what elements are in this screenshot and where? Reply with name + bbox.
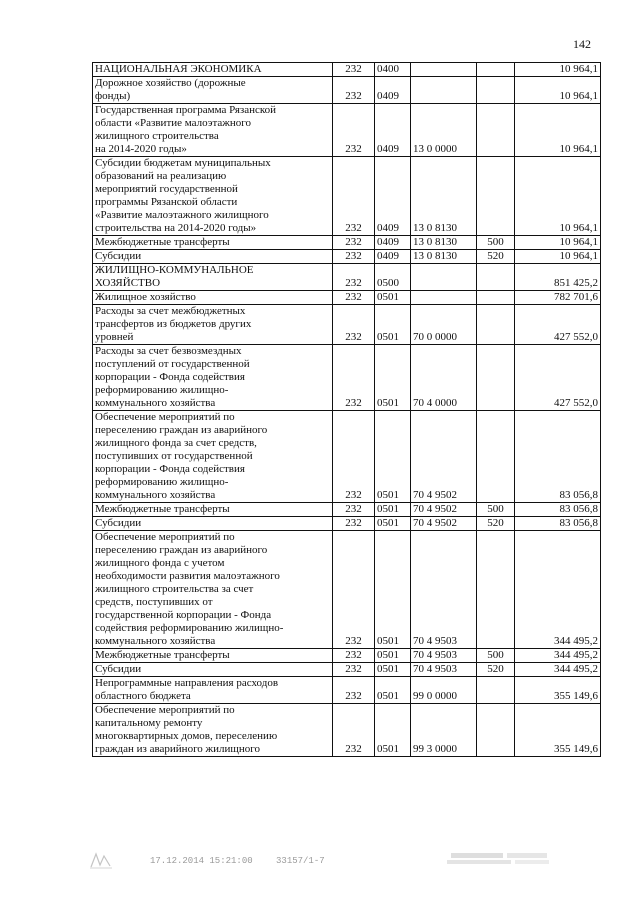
amount-cell	[515, 517, 601, 531]
table-row	[93, 264, 601, 291]
section-code: 0501	[377, 291, 399, 303]
budget-table	[92, 62, 601, 757]
admin-code: 232	[345, 63, 362, 75]
target-code-cell	[411, 305, 477, 345]
admin-code-cell	[333, 649, 375, 663]
document-footer	[150, 856, 343, 866]
expense-type-code-cell	[477, 291, 515, 305]
admin-code-cell	[333, 517, 375, 531]
section-code-cell	[375, 345, 411, 411]
table-row	[93, 291, 601, 305]
expense-name-cell	[93, 677, 333, 704]
amount: 344 495,2	[554, 635, 598, 647]
amount: 427 552,0	[554, 331, 598, 343]
amount-cell	[515, 704, 601, 757]
amount: 10 964,1	[559, 143, 598, 155]
section-code: 0501	[377, 517, 399, 529]
expense-type-code-cell	[477, 517, 515, 531]
expense-name-cell	[93, 517, 333, 531]
expense-name-cell	[93, 663, 333, 677]
admin-code: 232	[345, 277, 362, 289]
target-code: 13 0 8130	[413, 222, 457, 234]
expense-name-cell	[93, 305, 333, 345]
table-row	[93, 503, 601, 517]
target-code: 70 4 9502	[413, 489, 457, 501]
admin-code: 232	[345, 331, 362, 343]
amount: 344 495,2	[554, 663, 598, 675]
admin-code-cell	[333, 63, 375, 77]
table-row	[93, 704, 601, 757]
admin-code-cell	[333, 345, 375, 411]
expense-name-cell	[93, 63, 333, 77]
amount-cell	[515, 503, 601, 517]
footer-code: 33157/1-7	[276, 856, 325, 866]
amount-cell	[515, 305, 601, 345]
section-code-cell	[375, 264, 411, 291]
amount: 344 495,2	[554, 649, 598, 661]
amount: 83 056,8	[559, 503, 598, 515]
admin-code-cell	[333, 677, 375, 704]
expense-type-code-cell	[477, 63, 515, 77]
expense-name: Субсидии	[95, 663, 142, 675]
admin-code-cell	[333, 264, 375, 291]
amount: 10 964,1	[559, 90, 598, 102]
target-code-cell	[411, 104, 477, 157]
amount: 782 701,6	[554, 291, 598, 303]
expense-name: НАЦИОНАЛЬНАЯ ЭКОНОМИКА	[95, 63, 262, 75]
expense-type-code-cell	[477, 411, 515, 503]
admin-code-cell	[333, 250, 375, 264]
expense-name: Расходы за счет безвозмездных поступлений от государственной корпорации - Фонда содействия реформированию жилищно- коммунального хозяйства	[95, 345, 250, 409]
section-code-cell	[375, 677, 411, 704]
expense-name: Обеспечение мероприятий по капитальному ремонту многоквартирных домов, переселению граждан из аварийного жилищного	[95, 704, 278, 755]
expense-type-code-cell	[477, 345, 515, 411]
amount-cell	[515, 157, 601, 236]
expense-type-code: 500	[487, 236, 504, 248]
expense-name: Субсидии	[95, 517, 142, 529]
target-code-cell	[411, 291, 477, 305]
section-code: 0501	[377, 489, 399, 501]
amount-cell	[515, 531, 601, 649]
admin-code: 232	[345, 489, 362, 501]
expense-name: Расходы за счет межбюджетных трансфертов из бюджетов других уровней	[95, 305, 252, 343]
target-code-cell	[411, 264, 477, 291]
admin-code: 232	[345, 743, 362, 755]
amount-cell	[515, 264, 601, 291]
section-code: 0501	[377, 743, 399, 755]
target-code-cell	[411, 531, 477, 649]
section-code: 0501	[377, 635, 399, 647]
amount: 10 964,1	[559, 236, 598, 248]
target-code-cell	[411, 517, 477, 531]
expense-name: Государственная программа Рязанской области «Развитие малоэтажного жилищного строительства на 2014-2020 годы»	[95, 104, 277, 155]
amount-cell	[515, 236, 601, 250]
admin-code-cell	[333, 704, 375, 757]
expense-name-cell	[93, 411, 333, 503]
registration-stamp-icon	[445, 850, 555, 868]
section-code: 0501	[377, 690, 399, 702]
expense-type-code: 520	[487, 663, 504, 675]
expense-name-cell	[93, 236, 333, 250]
expense-name: Межбюджетные трансферты	[95, 649, 230, 661]
target-code: 13 0 8130	[413, 250, 457, 262]
expense-type-code-cell	[477, 704, 515, 757]
section-code-cell	[375, 649, 411, 663]
expense-name-cell	[93, 345, 333, 411]
amount: 83 056,8	[559, 489, 598, 501]
target-code-cell	[411, 63, 477, 77]
expense-type-code-cell	[477, 531, 515, 649]
table-row	[93, 677, 601, 704]
target-code: 70 4 9502	[413, 517, 457, 529]
expense-name: Межбюджетные трансферты	[95, 236, 230, 248]
amount: 427 552,0	[554, 397, 598, 409]
expense-type-code: 520	[487, 517, 504, 529]
expense-name-cell	[93, 104, 333, 157]
section-code: 0501	[377, 331, 399, 343]
table-row	[93, 250, 601, 264]
section-code: 0501	[377, 397, 399, 409]
admin-code-cell	[333, 104, 375, 157]
target-code-cell	[411, 411, 477, 503]
expense-name-cell	[93, 503, 333, 517]
admin-code-cell	[333, 411, 375, 503]
target-code-cell	[411, 236, 477, 250]
document-stamp-icon	[88, 850, 114, 870]
admin-code: 232	[345, 397, 362, 409]
amount-cell	[515, 63, 601, 77]
admin-code-cell	[333, 157, 375, 236]
section-code-cell	[375, 503, 411, 517]
section-code-cell	[375, 236, 411, 250]
expense-name: Обеспечение мероприятий по переселению граждан из аварийного жилищного фонда с учетом необходимости развития малоэтажного жилищного строительства за счет средств, поступивших от государственной корпорации - Фонда содействия реформированию жилищно- коммунального хозяйства	[95, 531, 284, 647]
page-number: 142	[573, 37, 591, 51]
expense-type-code-cell	[477, 264, 515, 291]
table-row	[93, 531, 601, 649]
admin-code: 232	[345, 222, 362, 234]
amount-cell	[515, 250, 601, 264]
section-code: 0409	[377, 90, 399, 102]
section-code: 0501	[377, 503, 399, 515]
target-code: 99 0 0000	[413, 690, 457, 702]
expense-name: ЖИЛИЩНО-КОММУНАЛЬНОЕ ХОЗЯЙСТВО	[95, 264, 254, 289]
target-code-cell	[411, 663, 477, 677]
section-code-cell	[375, 250, 411, 264]
expense-name-cell	[93, 704, 333, 757]
expense-type-code: 500	[487, 649, 504, 661]
target-code: 70 4 9503	[413, 649, 457, 661]
amount-cell	[515, 677, 601, 704]
table-row	[93, 77, 601, 104]
target-code-cell	[411, 250, 477, 264]
section-code-cell	[375, 305, 411, 345]
expense-name-cell	[93, 250, 333, 264]
admin-code: 232	[345, 517, 362, 529]
expense-type-code-cell	[477, 104, 515, 157]
expense-type-code-cell	[477, 503, 515, 517]
table-row	[93, 411, 601, 503]
expense-type-code-cell	[477, 250, 515, 264]
admin-code: 232	[345, 250, 362, 262]
section-code: 0409	[377, 222, 399, 234]
section-code-cell	[375, 291, 411, 305]
admin-code: 232	[345, 291, 362, 303]
target-code: 99 3 0000	[413, 743, 457, 755]
expense-name-cell	[93, 649, 333, 663]
target-code: 70 4 9502	[413, 503, 457, 515]
amount-cell	[515, 411, 601, 503]
table-row	[93, 236, 601, 250]
admin-code: 232	[345, 635, 362, 647]
amount: 10 964,1	[559, 250, 598, 262]
expense-type-code-cell	[477, 663, 515, 677]
expense-name: Межбюджетные трансферты	[95, 503, 230, 515]
admin-code: 232	[345, 690, 362, 702]
expense-name: Жилищное хозяйство	[95, 291, 196, 303]
table-row	[93, 345, 601, 411]
target-code-cell	[411, 704, 477, 757]
amount-cell	[515, 104, 601, 157]
table-row	[93, 663, 601, 677]
expense-name: Субсидии бюджетам муниципальных образований на реализацию мероприятий государственной программы Рязанской области «Развитие малоэтажного жилищного строительства на 2014-2020 годы»	[95, 157, 271, 234]
expense-type-code-cell	[477, 236, 515, 250]
expense-name: Дорожное хозяйство (дорожные фонды)	[95, 77, 246, 102]
section-code-cell	[375, 63, 411, 77]
admin-code-cell	[333, 663, 375, 677]
section-code: 0409	[377, 250, 399, 262]
admin-code: 232	[345, 143, 362, 155]
section-code: 0409	[377, 143, 399, 155]
admin-code-cell	[333, 77, 375, 104]
amount: 83 056,8	[559, 517, 598, 529]
table-row	[93, 649, 601, 663]
admin-code: 232	[345, 90, 362, 102]
target-code-cell	[411, 503, 477, 517]
admin-code-cell	[333, 305, 375, 345]
section-code-cell	[375, 77, 411, 104]
table-row	[93, 157, 601, 236]
footer-date: 17.12.2014 15:21:00	[150, 856, 253, 866]
target-code: 13 0 0000	[413, 143, 457, 155]
expense-type-code-cell	[477, 157, 515, 236]
expense-name-cell	[93, 157, 333, 236]
admin-code-cell	[333, 236, 375, 250]
section-code-cell	[375, 663, 411, 677]
amount-cell	[515, 291, 601, 305]
section-code: 0400	[377, 63, 399, 75]
expense-name-cell	[93, 531, 333, 649]
expense-name: Непрограммные направления расходов областного бюджета	[95, 677, 279, 702]
section-code-cell	[375, 531, 411, 649]
admin-code: 232	[345, 236, 362, 248]
expense-name: Обеспечение мероприятий по переселению граждан из аварийного жилищного фонда за счет средств, поступивших от государственной корпорации - Фонда содействия реформированию жилищно- коммунального хозяйства	[95, 411, 268, 501]
section-code-cell	[375, 411, 411, 503]
admin-code: 232	[345, 649, 362, 661]
admin-code-cell	[333, 503, 375, 517]
amount-cell	[515, 649, 601, 663]
table-row	[93, 104, 601, 157]
amount-cell	[515, 345, 601, 411]
expense-type-code-cell	[477, 77, 515, 104]
admin-code-cell	[333, 291, 375, 305]
expense-type-code-cell	[477, 677, 515, 704]
table-row	[93, 63, 601, 77]
target-code-cell	[411, 677, 477, 704]
amount: 355 149,6	[554, 743, 598, 755]
target-code: 70 4 0000	[413, 397, 457, 409]
table-row	[93, 305, 601, 345]
expense-name-cell	[93, 291, 333, 305]
target-code-cell	[411, 77, 477, 104]
target-code-cell	[411, 157, 477, 236]
section-code: 0501	[377, 649, 399, 661]
section-code-cell	[375, 104, 411, 157]
section-code: 0409	[377, 236, 399, 248]
amount-cell	[515, 663, 601, 677]
section-code-cell	[375, 157, 411, 236]
expense-type-code-cell	[477, 305, 515, 345]
amount: 851 425,2	[554, 277, 598, 289]
target-code: 70 0 0000	[413, 331, 457, 343]
target-code-cell	[411, 649, 477, 663]
expense-type-code: 500	[487, 503, 504, 515]
table-row	[93, 517, 601, 531]
expense-name-cell	[93, 77, 333, 104]
amount-cell	[515, 77, 601, 104]
section-code: 0500	[377, 277, 399, 289]
expense-type-code: 520	[487, 250, 504, 262]
admin-code: 232	[345, 503, 362, 515]
amount: 355 149,6	[554, 690, 598, 702]
expense-name-cell	[93, 264, 333, 291]
admin-code: 232	[345, 663, 362, 675]
target-code-cell	[411, 345, 477, 411]
target-code: 70 4 9503	[413, 635, 457, 647]
section-code-cell	[375, 517, 411, 531]
budget-table-body	[93, 63, 601, 757]
amount: 10 964,1	[559, 222, 598, 234]
expense-name: Субсидии	[95, 250, 142, 262]
admin-code-cell	[333, 531, 375, 649]
target-code: 70 4 9503	[413, 663, 457, 675]
amount: 10 964,1	[559, 63, 598, 75]
expense-type-code-cell	[477, 649, 515, 663]
target-code: 13 0 8130	[413, 236, 457, 248]
section-code-cell	[375, 704, 411, 757]
section-code: 0501	[377, 663, 399, 675]
